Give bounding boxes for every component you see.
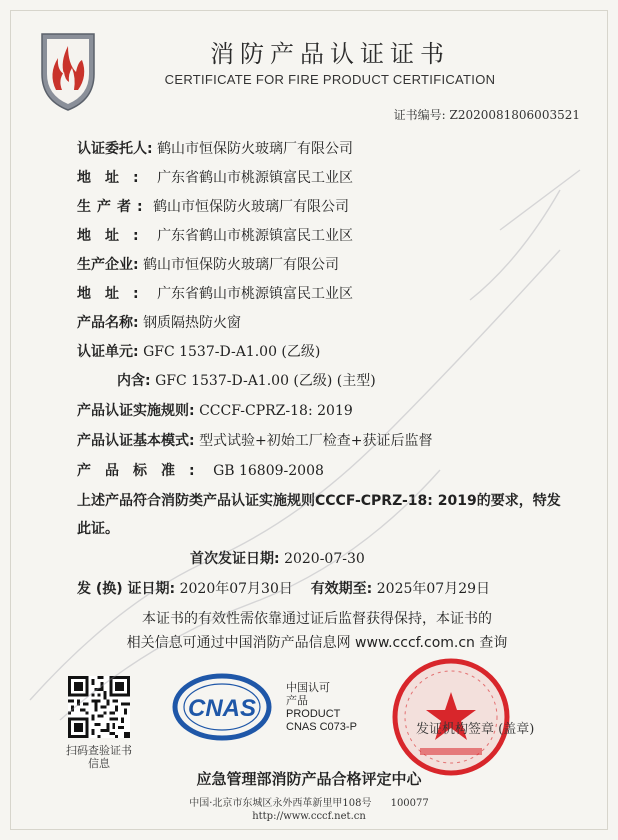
cnas-logo-text: CNAS <box>187 695 257 722</box>
producer-address-row <box>77 225 353 245</box>
issue-date-label: 发 (换) 证日期: <box>77 581 176 597</box>
contains-value: GFC 1537-D-A1.00 (乙级) (主型) <box>155 373 376 389</box>
cert-number-value: Z2020081806003521 <box>449 108 580 122</box>
accreditation-text <box>286 682 357 734</box>
valid-until-label: 有效期至: <box>310 581 373 597</box>
rules-label: 产品认证实施规则: <box>77 403 195 419</box>
client-row <box>77 138 353 158</box>
accreditation-line-4: CNAS C073-P <box>286 721 357 733</box>
issue-validity-row <box>77 578 490 598</box>
contains-label: 内含: <box>117 373 151 389</box>
seal-note: 发证机构签章 (盖章) <box>416 722 535 737</box>
unit-label: 认证单元: <box>77 344 139 360</box>
postcode-text: 100077 <box>390 798 429 809</box>
statement-line-2: 此证。 <box>77 521 119 537</box>
issuing-organization: 应急管理部消防产品合格评定中心 <box>196 770 422 788</box>
unit-row <box>77 341 320 361</box>
producer-address-label: 地址: <box>77 228 153 244</box>
client-address-label: 地址: <box>77 170 153 186</box>
client-address-row <box>77 167 353 187</box>
certificate-number <box>340 106 580 123</box>
client-label: 认证委托人: <box>77 141 153 157</box>
contains-row <box>117 370 376 390</box>
unit-value: GFC 1537-D-A1.00 (乙级) <box>143 344 321 360</box>
mode-row <box>77 430 433 450</box>
client-address-value: 广东省鹤山市桃源镇富民工业区 <box>157 170 354 186</box>
factory-value: 鹤山市恒保防火玻璃厂有限公司 <box>143 257 340 273</box>
product-label: 产品名称: <box>77 315 139 331</box>
organization-url: http://www.cccf.net.cn <box>252 811 366 822</box>
first-issue-value: 2020-07-30 <box>284 551 365 567</box>
first-issue-label: 首次发证日期: <box>190 551 280 567</box>
organization-address <box>0 794 618 809</box>
accreditation-line-1: 中国认可 <box>286 682 330 694</box>
cnas-logo <box>172 672 272 742</box>
factory-label: 生产企业: <box>77 257 139 273</box>
qr-code[interactable] <box>68 676 130 738</box>
client-value: 鹤山市恒保防火玻璃厂有限公司 <box>157 141 354 157</box>
official-seal <box>390 656 512 778</box>
address-text: 中国·北京市东城区永外西革新里甲108号 <box>189 798 372 809</box>
valid-until-value: 2025年07月29日 <box>376 581 491 597</box>
accreditation-line-2: 产品 <box>286 695 308 707</box>
rules-value: CCCF-CPRZ-18: 2019 <box>199 403 353 419</box>
first-issue-date <box>190 548 365 568</box>
qr-caption: 扫码查验证书信息 <box>66 744 132 770</box>
factory-address-label: 地址: <box>77 286 153 302</box>
standard-label: 产品标准: <box>77 463 209 479</box>
producer-address-value: 广东省鹤山市桃源镇富民工业区 <box>157 228 354 244</box>
producer-row <box>77 196 349 216</box>
validity-note-line-1: 本证书的有效性需依靠通过证后监督获得保持，本证书的 <box>142 611 492 627</box>
factory-address-value: 广东省鹤山市桃源镇富民工业区 <box>157 286 354 302</box>
rules-row <box>77 400 353 420</box>
mode-label: 产品认证基本模式: <box>77 433 195 449</box>
product-value: 钢质隔热防火窗 <box>143 315 242 331</box>
mode-value: 型式试验+初始工厂检查+获证后监督 <box>199 433 433 449</box>
cert-number-label: 证书编号: <box>393 108 446 122</box>
factory-row <box>77 254 339 274</box>
issue-date-value: 2020年07月30日 <box>179 581 293 597</box>
product-row <box>77 312 241 332</box>
statement-line-1: 上述产品符合消防类产品认证实施规则CCCF-CPRZ-18: 2019的要求，特发 <box>77 493 561 509</box>
accreditation-line-3: PRODUCT <box>286 708 341 720</box>
producer-label: 生产者: <box>77 199 149 215</box>
producer-value: 鹤山市恒保防火玻璃厂有限公司 <box>153 199 350 215</box>
standard-row <box>77 460 324 480</box>
certificate-title: 消防产品认证证书 <box>210 40 450 68</box>
validity-note-line-2: 相关信息可通过中国消防产品信息网 www.cccf.com.cn 查询 <box>126 635 508 651</box>
fire-shield-logo-icon <box>38 28 98 112</box>
factory-address-row <box>77 283 353 303</box>
standard-value: GB 16809-2008 <box>213 463 324 479</box>
certificate-subtitle: CERTIFICATE FOR FIRE PRODUCT CERTIFICATION <box>164 72 496 87</box>
